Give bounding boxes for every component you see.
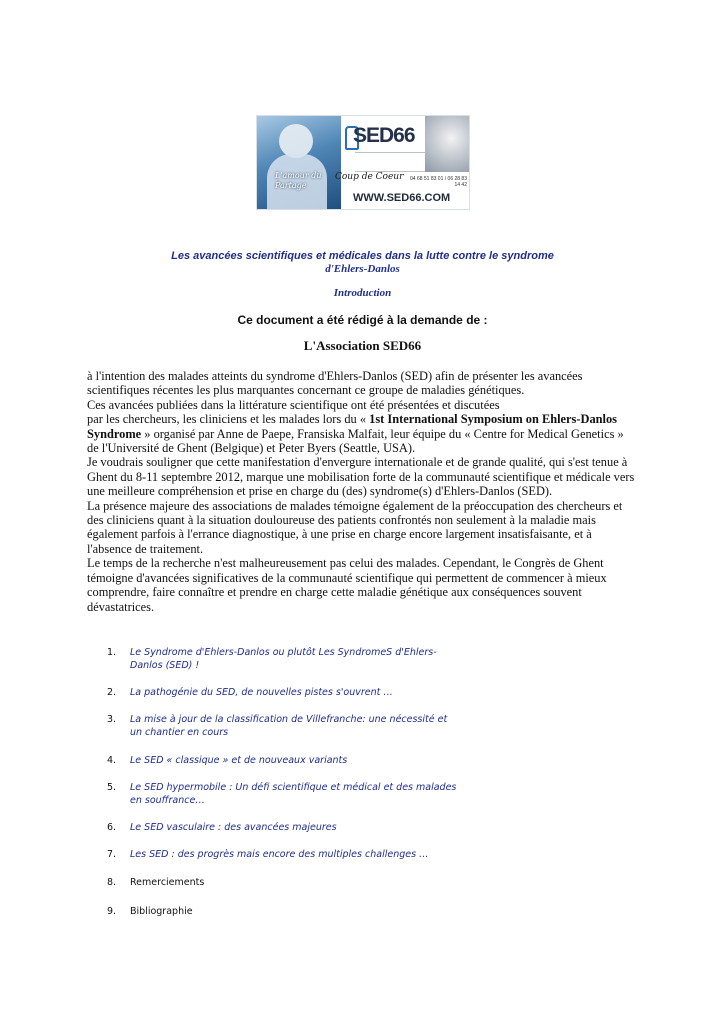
toc-number: 3. <box>107 714 117 725</box>
document-title: Les avancées scientifiques et médicales dans la lutte contre le syndrome <box>171 250 554 262</box>
toc-link-vasculaire[interactable]: Le SED vasculaire : des avancées majeures <box>130 822 337 833</box>
toc-number: 1. <box>107 647 117 658</box>
banner-fine-print <box>355 152 425 172</box>
researcher-head <box>279 124 313 158</box>
researcher-photo <box>257 116 341 209</box>
paragraph-associations: La présence majeure des associations de malades témoigne également de la préoccupation des chercheurs et des cliniciens quant à la situation douloureuse des patients confrontés non seulement à la maladie mais également parfois à l'errance diagnostique, à une prise en charge encore largement insatisfaisante, et à l'absence de traitement. <box>87 498 623 556</box>
introduction-body <box>87 369 635 614</box>
toc-number: 6. <box>107 822 117 833</box>
toc-link-pathogenie[interactable]: La pathogénie du SED, de nouvelles pistes s'ouvrent … <box>130 687 393 698</box>
toc-link-sed[interactable]: Le Syndrome d'Ehlers-Danlos ou plutôt Les SyndromeS d'Ehlers-Danlos (SED) ! <box>130 647 437 671</box>
paragraph-symposium <box>87 412 635 455</box>
toc-link-classique[interactable]: Le SED « classique » et de nouveaux variants <box>130 755 348 766</box>
association-name: L'Association SED66 <box>303 338 422 353</box>
symposium-title: 1st International Symposium on Ehlers-Danlos Syndrome <box>87 412 617 441</box>
stethoscope-icon <box>425 116 469 172</box>
toc-number: 8. <box>107 877 117 888</box>
banner-brand: SED66 <box>353 124 415 147</box>
request-line: Ce document a été rédigé à la demande de : <box>237 313 488 327</box>
toc-link-hypermobile[interactable]: Le SED hypermobile : Un défi scientifique et médical et des malades en souffrance… <box>130 782 457 806</box>
sed66-banner-image <box>256 115 470 210</box>
toc-remerciements: Remerciements <box>130 877 205 888</box>
document-subtitle: d'Ehlers-Danlos <box>325 263 400 275</box>
toc-number: 5. <box>107 782 117 793</box>
banner-phones: 04 68 51 83 01 / 06 28 83 14 42 <box>410 176 467 188</box>
toc-number: 4. <box>107 755 117 766</box>
paragraph-ghent: Je voudrais souligner que cette manifestation d'envergure internationale et de grande qualité, qui s'est tenue à Ghent du 8-11 septembre 2012, marque une mobilisation forte de la communauté scientifique et médicale vers une meilleure compréhension et prise en charge du (des) syndrome(s) d'Ehlers-Danlos (SED). <box>87 455 635 499</box>
paragraph-research-time: Le temps de la recherche n'est malheureusement pas celui des malades. Cependant, le Congrès de Ghent témoigne d'avancées significatives de la communauté scientifique qui permettent de commencer à mieux comprendre, faire connaître et prendre en charge cette maladie génétique aux conséquences souvent dévastatrices. <box>87 556 607 614</box>
toc-bibliographie: Bibliographie <box>130 906 193 917</box>
paragraph-intention: à l'intention des malades atteints du syndrome d'Ehlers-Danlos (SED) afin de présenter les avancées scientifiques récentes les plus marquantes concernant ce groupe de maladies génétiques. <box>87 369 583 398</box>
toc-number: 9. <box>107 906 117 917</box>
toc-link-classification[interactable]: La mise à jour de la classification de Villefranche: une nécessité et un chantier en cours <box>130 714 448 738</box>
symposium-text-a: par les chercheurs, les cliniciens et les malades lors du « <box>87 412 370 427</box>
symposium-text-b: » organisé par Anne de Paepe, Fransiska Malfait, leur équipe du « Centre for Medical Genetics » de l'Université de Ghent (Belgique) et Peter Byers (Seattle, USA). <box>87 426 624 456</box>
banner-script-text: L'amour du Partage <box>275 171 322 190</box>
toc-number: 2. <box>107 687 117 698</box>
banner-url: WWW.SED66.COM <box>353 192 451 204</box>
paragraph-published: Ces avancées publiées dans la littérature scientifique ont été présentées et discutées <box>87 397 500 412</box>
introduction-heading: Introduction <box>333 287 392 299</box>
toc-number: 7. <box>107 849 117 860</box>
banner-coup-de-coeur: Coup de Coeur <box>335 172 404 182</box>
toc-link-challenges[interactable]: Les SED : des progrès mais encore des multiples challenges … <box>130 849 429 860</box>
